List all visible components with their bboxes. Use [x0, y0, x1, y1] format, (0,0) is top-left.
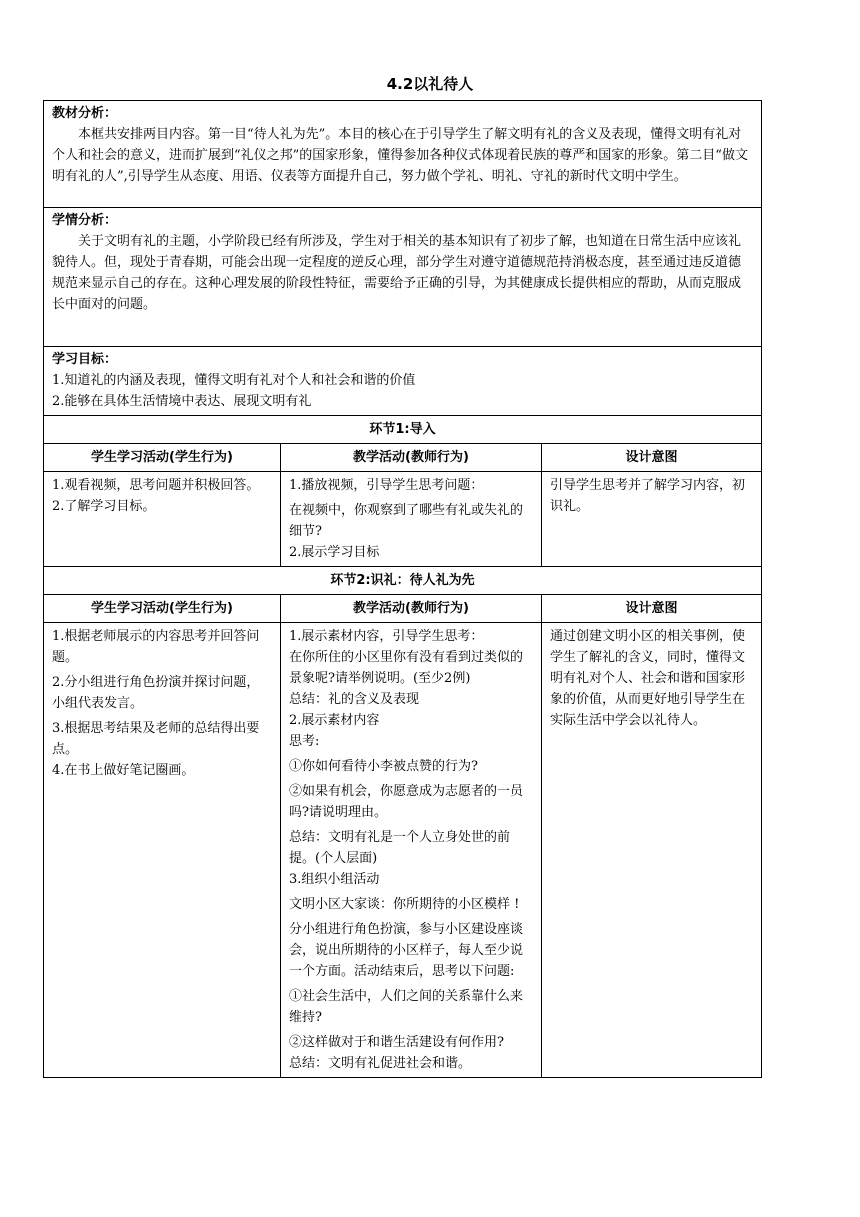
- goal-item: 2.能够在具体生活情境中表达、展现文明有礼: [52, 394, 312, 409]
- stage2-teacher-cell: [281, 623, 542, 1078]
- student-activity: 2.了解学习目标。: [52, 499, 156, 514]
- teacher-activity: 思考:: [289, 734, 320, 749]
- goals-row: [44, 347, 762, 416]
- stage1-header-row: [44, 444, 762, 472]
- stage1-teacher-cell: [281, 472, 542, 567]
- student-activity: 2.分小组进行角色扮演并探讨问题，小组代表发言。: [52, 675, 260, 711]
- learner-heading: 学情分析：: [52, 213, 118, 228]
- teacher-activity: ②如果有机会，你愿意成为志愿者的一员吗?请说明理由。: [289, 784, 524, 820]
- stage2-student-cell: [44, 623, 281, 1078]
- teacher-activity: 总结：文明有礼促进社会和谐。: [289, 1056, 472, 1071]
- analysis-row: [44, 101, 762, 208]
- teacher-activity: 1.播放视频，引导学生思考问题：: [289, 478, 484, 493]
- col-teacher-header: 教学活动(教师行为): [281, 444, 542, 472]
- teacher-activity: 2.展示素材内容: [289, 713, 380, 728]
- student-activity: 3.根据思考结果及老师的总结得出要点。: [52, 721, 260, 757]
- teacher-activity: 总结：文明有礼是一个人立身处世的前提。(个人层面): [289, 830, 511, 866]
- stage1-student-cell: [44, 472, 281, 567]
- goal-item: 1.知道礼的内涵及表现，懂得文明有礼对个人和社会和谐的价值: [52, 373, 416, 388]
- student-activity: 1.观看视频，思考问题并积极回答。: [52, 478, 260, 493]
- analysis-text: 本框共安排两目内容。第一目“待人礼为先”。本目的核心在于引导学生了解文明有礼的含义及表现，懂得文明有礼对个人和社会的意义，进而扩展到“礼仪之邦”的国家形象，懂得参加各种仪式体现着民族的尊严和国家的形象。第二目“做文明有礼的人”,引导学生从态度、用语、仪表等方面提升自己，努力做个学礼、明礼、守礼的新时代文明中学生。: [52, 127, 748, 184]
- col-design-header: 设计意图: [542, 595, 762, 623]
- document-title: 4.2以礼待人: [386, 75, 474, 93]
- analysis-heading: 教材分析：: [52, 106, 118, 121]
- design-intent: 通过创建文明小区的相关事例，使学生了解礼的含义，同时，懂得文明有礼对个人、社会和谐和国家形象的价值，从而更好地引导学生在实际生活中学会以礼待人。: [550, 629, 746, 728]
- stage2-title: 环节2:识礼：待人礼为先: [44, 567, 762, 595]
- teacher-activity: 文明小区大家谈：你所期待的小区模样 !: [289, 897, 520, 912]
- teacher-activity: 2.展示学习目标: [289, 545, 380, 560]
- col-student-header: 学生学习活动(学生行为): [44, 444, 281, 472]
- learner-row: [44, 208, 762, 347]
- teacher-activity: 1.展示素材内容，引导学生思考：: [289, 629, 484, 644]
- stage1-design-cell: [542, 472, 762, 567]
- teacher-activity: 总结：礼的含义及表现: [289, 692, 420, 707]
- student-activity: 4.在书上做好笔记圈画。: [52, 763, 195, 778]
- stage2-content-row: [44, 623, 762, 1078]
- goals-heading: 学习目标：: [52, 352, 118, 367]
- teacher-activity: ②这样做对于和谐生活建设有何作用?: [289, 1035, 504, 1050]
- stage2-design-cell: [542, 623, 762, 1078]
- teacher-activity: ①社会生活中，人们之间的关系靠什么来维持?: [289, 989, 524, 1025]
- teacher-activity: ①你如何看待小李被点赞的行为?: [289, 759, 478, 774]
- col-student-header: 学生学习活动(学生行为): [44, 595, 281, 623]
- teacher-activity: 分小组进行角色扮演，参与小区建设座谈会，说出所期待的小区样子，每人至少说一个方面。活动结束后，思考以下问题:: [289, 922, 524, 979]
- stage1-title-row: [44, 416, 762, 444]
- stage1-content-row: [44, 472, 762, 567]
- teacher-activity: 3.组织小组活动: [289, 872, 380, 887]
- learner-text: 关于文明有礼的主题，小学阶段已经有所涉及，学生对于相关的基本知识有了初步了解，也知道在日常生活中应该礼貌待人。但，现处于青春期，可能会出现一定程度的逆反心理，部分学生对遵守道德规范持消极态度，甚至通过违反道德规范来显示自己的存在。这种心理发展的阶段性特征，需要给予正确的引导，为其健康成长提供相应的帮助，从而克服成长中面对的问题。: [52, 234, 742, 312]
- student-activity: 1.根据老师展示的内容思考并回答问题。: [52, 629, 260, 665]
- teacher-activity: 在视频中，你观察到了哪些有礼或失礼的细节?: [289, 503, 524, 539]
- lesson-plan-table: [43, 100, 762, 1078]
- col-design-header: 设计意图: [542, 444, 762, 472]
- stage2-header-row: [44, 595, 762, 623]
- col-teacher-header: 教学活动(教师行为): [281, 595, 542, 623]
- stage2-title-row: [44, 567, 762, 595]
- stage1-title: 环节1:导入: [44, 416, 762, 444]
- design-intent: 引导学生思考并了解学习内容，初识礼。: [550, 478, 746, 514]
- teacher-activity: 在你所住的小区里你有没有看到过类似的景象呢?请举例说明。(至少2例): [289, 650, 524, 686]
